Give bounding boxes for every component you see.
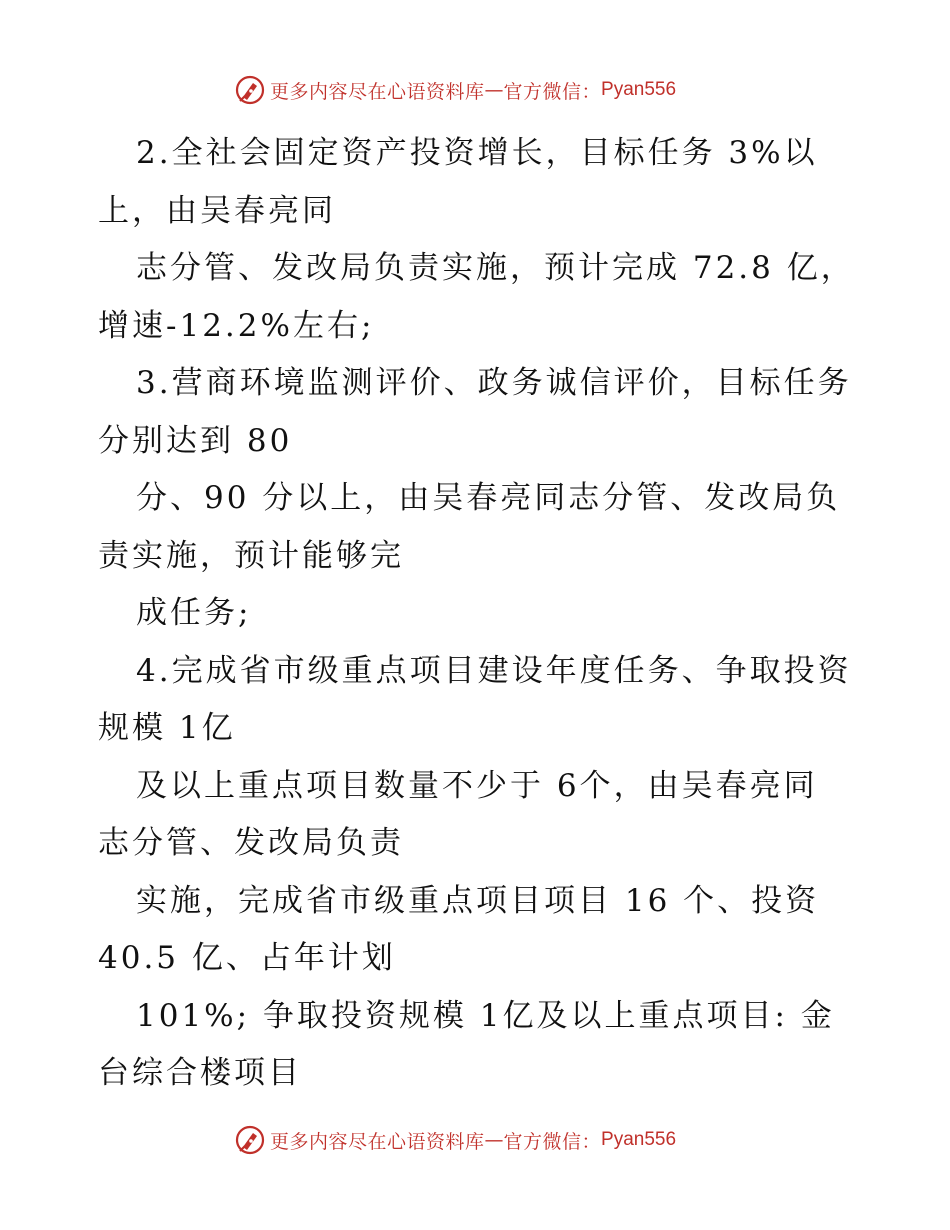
text-line: 分、90 分以上，由吴春亮同志分管、发改局负 bbox=[136, 480, 841, 516]
watermark-wechat-label: 官方微信： bbox=[503, 1130, 602, 1153]
pen-nib-icon bbox=[234, 74, 266, 106]
text-line: 规模 1亿 bbox=[98, 710, 236, 746]
watermark-separator: — bbox=[484, 1129, 504, 1151]
watermark-header bbox=[234, 74, 676, 106]
text-line: 实施，完成省市级重点项目项目 16 个、投资 bbox=[136, 882, 820, 919]
text-line: 增速-12.2%左右; bbox=[98, 307, 375, 344]
watermark-footer bbox=[234, 1124, 676, 1156]
watermark-handle: Pyan556 bbox=[601, 1129, 677, 1150]
watermark-handle: Pyan556 bbox=[601, 79, 677, 100]
text-line: 2.全社会固定资产投资增长，目标任务 3%以 bbox=[136, 135, 818, 171]
watermark-wechat-label: 官方微信： bbox=[503, 80, 602, 103]
text-line: 志分管、发改局负责实施，预计完成 72.8 亿， bbox=[136, 250, 855, 286]
text-line: 分别达到 80 bbox=[98, 422, 293, 459]
text-line: 台综合楼项目 bbox=[98, 1055, 302, 1091]
text-line: 志分管、发改局负责 bbox=[98, 825, 404, 861]
pen-nib-icon bbox=[234, 1124, 266, 1156]
watermark-text: 更多内容尽在心语资料库 bbox=[270, 80, 485, 103]
watermark-text: 更多内容尽在心语资料库 bbox=[270, 1130, 485, 1153]
text-line: 及以上重点项目数量不少于 6个，由吴春亮同 bbox=[136, 767, 818, 804]
text-line: 成任务; bbox=[136, 595, 252, 631]
text-line: 上，由吴春亮同 bbox=[98, 192, 336, 229]
text-line: 101%; 争取投资规模 1亿及以上重点项目: 金 bbox=[136, 997, 835, 1034]
watermark-separator: — bbox=[484, 79, 504, 101]
text-line: 责实施，预计能够完 bbox=[98, 537, 404, 574]
text-line: 40.5 亿、占年计划 bbox=[98, 940, 396, 976]
text-line: 3.营商环境监测评价、政务诚信评价，目标任务 bbox=[136, 365, 852, 401]
document-body bbox=[98, 125, 858, 1103]
text-line: 4.完成省市级重点项目建设年度任务、争取投资 bbox=[136, 652, 852, 689]
